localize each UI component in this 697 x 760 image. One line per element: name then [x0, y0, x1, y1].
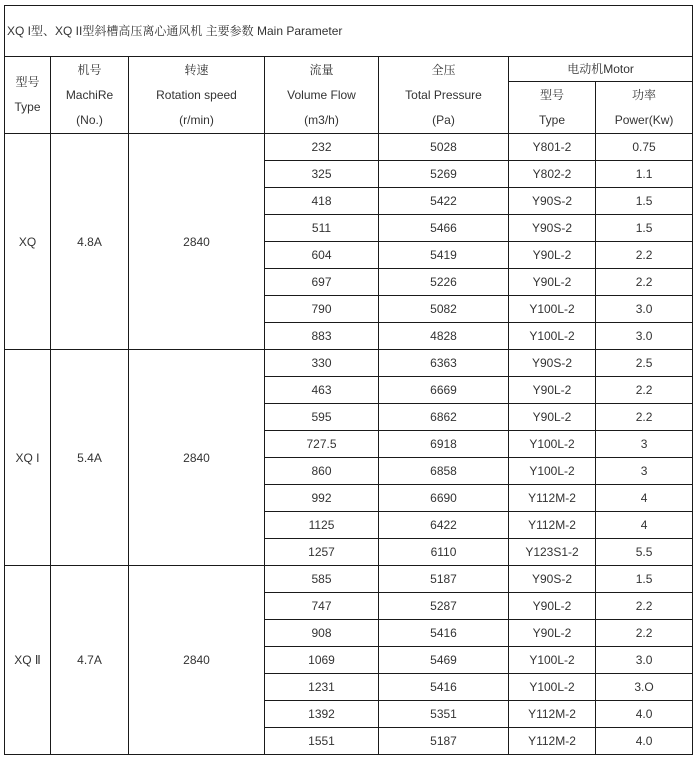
pressure-cell: 6363: [379, 350, 509, 377]
header-machine-cn: 机号: [77, 62, 102, 77]
header-speed-cn: 转速: [184, 62, 209, 77]
flow-cell: 1551: [265, 728, 379, 755]
pressure-cell: 5351: [379, 701, 509, 728]
flow-cell: 325: [265, 161, 379, 188]
model-cell: XQ I: [5, 350, 51, 566]
header-speed-en: Rotation speed: [156, 87, 237, 102]
header-row-1: [5, 57, 693, 82]
pressure-cell: 5287: [379, 593, 509, 620]
motor-type-cell: Y123S1-2: [509, 539, 596, 566]
motor-power-cell: 3.0: [596, 647, 693, 674]
header-motor-type-cn: 型号: [539, 87, 564, 102]
pressure-cell: 5187: [379, 728, 509, 755]
flow-cell: 992: [265, 485, 379, 512]
pressure-cell: 5226: [379, 269, 509, 296]
flow-cell: 1125: [265, 512, 379, 539]
motor-power-cell: 1.5: [596, 215, 693, 242]
header-flow-cn: 流量: [309, 62, 334, 77]
header-model: [5, 57, 51, 134]
motor-power-cell: 5.5: [596, 539, 693, 566]
motor-power-cell: 2.2: [596, 620, 693, 647]
motor-power-cell: 3: [596, 431, 693, 458]
motor-type-cell: Y90S-2: [509, 350, 596, 377]
speed-cell: 2840: [129, 566, 265, 755]
header-motor-power-en: Power(Kw): [614, 112, 674, 127]
flow-cell: 585: [265, 566, 379, 593]
motor-type-cell: Y90S-2: [509, 215, 596, 242]
pressure-cell: 6422: [379, 512, 509, 539]
title-row: [5, 6, 693, 57]
speed-cell: 2840: [129, 350, 265, 566]
motor-type-cell: Y100L-2: [509, 431, 596, 458]
header-flow: [265, 57, 379, 134]
motor-power-cell: 2.2: [596, 242, 693, 269]
flow-cell: 908: [265, 620, 379, 647]
motor-power-cell: 4: [596, 485, 693, 512]
machine-no-cell: 4.8A: [51, 134, 129, 350]
motor-type-cell: Y112M-2: [509, 512, 596, 539]
parameter-table-container: [4, 5, 693, 755]
pressure-cell: 5269: [379, 161, 509, 188]
flow-cell: 860: [265, 458, 379, 485]
header-model-cn: 型号: [15, 75, 40, 89]
flow-cell: 747: [265, 593, 379, 620]
header-motor: 电动机Motor: [509, 57, 693, 82]
table-body: [5, 6, 693, 755]
motor-power-cell: 2.5: [596, 350, 693, 377]
motor-power-cell: 2.2: [596, 269, 693, 296]
header-flow-unit: (m3/h): [304, 112, 339, 127]
pressure-cell: 5469: [379, 647, 509, 674]
model-cell: XQ Ⅱ: [5, 566, 51, 755]
motor-type-cell: Y100L-2: [509, 674, 596, 701]
motor-power-cell: 3.O: [596, 674, 693, 701]
motor-power-cell: 3: [596, 458, 693, 485]
pressure-cell: 6690: [379, 485, 509, 512]
motor-type-cell: Y90L-2: [509, 620, 596, 647]
header-motor-type: [509, 82, 596, 134]
pressure-cell: 5422: [379, 188, 509, 215]
motor-type-cell: Y112M-2: [509, 485, 596, 512]
flow-cell: 883: [265, 323, 379, 350]
flow-cell: 1231: [265, 674, 379, 701]
flow-cell: 727.5: [265, 431, 379, 458]
motor-type-cell: Y90L-2: [509, 242, 596, 269]
header-motor-type-en: Type: [538, 112, 565, 127]
pressure-cell: 6669: [379, 377, 509, 404]
flow-cell: 232: [265, 134, 379, 161]
motor-type-cell: Y100L-2: [509, 323, 596, 350]
header-speed-unit: (r/min): [179, 112, 214, 127]
pressure-cell: 5466: [379, 215, 509, 242]
flow-cell: 1257: [265, 539, 379, 566]
header-model-en: Type: [14, 100, 41, 114]
model-cell: XQ: [5, 134, 51, 350]
header-machine-unit: (No.): [76, 112, 103, 127]
pressure-cell: 5028: [379, 134, 509, 161]
motor-type-cell: Y100L-2: [509, 296, 596, 323]
flow-cell: 1392: [265, 701, 379, 728]
table-row: [5, 350, 693, 377]
header-pressure-unit: (Pa): [432, 112, 455, 127]
motor-power-cell: 3.0: [596, 323, 693, 350]
flow-cell: 595: [265, 404, 379, 431]
header-motor-power-cn: 功率: [632, 87, 657, 102]
motor-type-cell: Y90L-2: [509, 593, 596, 620]
motor-type-cell: Y90S-2: [509, 188, 596, 215]
motor-type-cell: Y90L-2: [509, 404, 596, 431]
pressure-cell: 5416: [379, 620, 509, 647]
motor-type-cell: Y90L-2: [509, 269, 596, 296]
flow-cell: 1069: [265, 647, 379, 674]
pressure-cell: 5419: [379, 242, 509, 269]
flow-cell: 790: [265, 296, 379, 323]
motor-power-cell: 3.0: [596, 296, 693, 323]
motor-type-cell: Y112M-2: [509, 728, 596, 755]
header-pressure-en: Total Pressure: [405, 87, 482, 102]
motor-power-cell: 4.0: [596, 728, 693, 755]
motor-type-cell: Y802-2: [509, 161, 596, 188]
machine-no-cell: 5.4A: [51, 350, 129, 566]
motor-power-cell: 0.75: [596, 134, 693, 161]
motor-power-cell: 1.5: [596, 566, 693, 593]
flow-cell: 511: [265, 215, 379, 242]
motor-power-cell: 1.1: [596, 161, 693, 188]
flow-cell: 604: [265, 242, 379, 269]
header-speed: [129, 57, 265, 134]
header-pressure-cn: 全压: [431, 62, 456, 77]
flow-cell: 463: [265, 377, 379, 404]
table-row: [5, 566, 693, 593]
motor-type-cell: Y100L-2: [509, 458, 596, 485]
motor-power-cell: 1.5: [596, 188, 693, 215]
flow-cell: 330: [265, 350, 379, 377]
motor-type-cell: Y90L-2: [509, 377, 596, 404]
pressure-cell: 5082: [379, 296, 509, 323]
pressure-cell: 6918: [379, 431, 509, 458]
pressure-cell: 6110: [379, 539, 509, 566]
motor-type-cell: Y801-2: [509, 134, 596, 161]
pressure-cell: 4828: [379, 323, 509, 350]
parameter-table: [4, 5, 693, 755]
header-flow-en: Volume Flow: [287, 87, 356, 102]
header-machine: [51, 57, 129, 134]
motor-type-cell: Y112M-2: [509, 701, 596, 728]
motor-type-cell: Y90S-2: [509, 566, 596, 593]
flow-cell: 697: [265, 269, 379, 296]
header-pressure: [379, 57, 509, 134]
pressure-cell: 5416: [379, 674, 509, 701]
table-title: XQ I型、XQ II型斜槽高压离心通风机 主要参数 Main Parameter: [5, 6, 693, 57]
pressure-cell: 6862: [379, 404, 509, 431]
motor-type-cell: Y100L-2: [509, 647, 596, 674]
speed-cell: 2840: [129, 134, 265, 350]
motor-power-cell: 4.0: [596, 701, 693, 728]
motor-power-cell: 4: [596, 512, 693, 539]
header-motor-power: [596, 82, 693, 134]
motor-power-cell: 2.2: [596, 404, 693, 431]
motor-power-cell: 2.2: [596, 593, 693, 620]
flow-cell: 418: [265, 188, 379, 215]
table-row: [5, 134, 693, 161]
motor-power-cell: 2.2: [596, 377, 693, 404]
header-machine-en: MachiRe: [65, 87, 114, 102]
machine-no-cell: 4.7A: [51, 566, 129, 755]
pressure-cell: 5187: [379, 566, 509, 593]
pressure-cell: 6858: [379, 458, 509, 485]
